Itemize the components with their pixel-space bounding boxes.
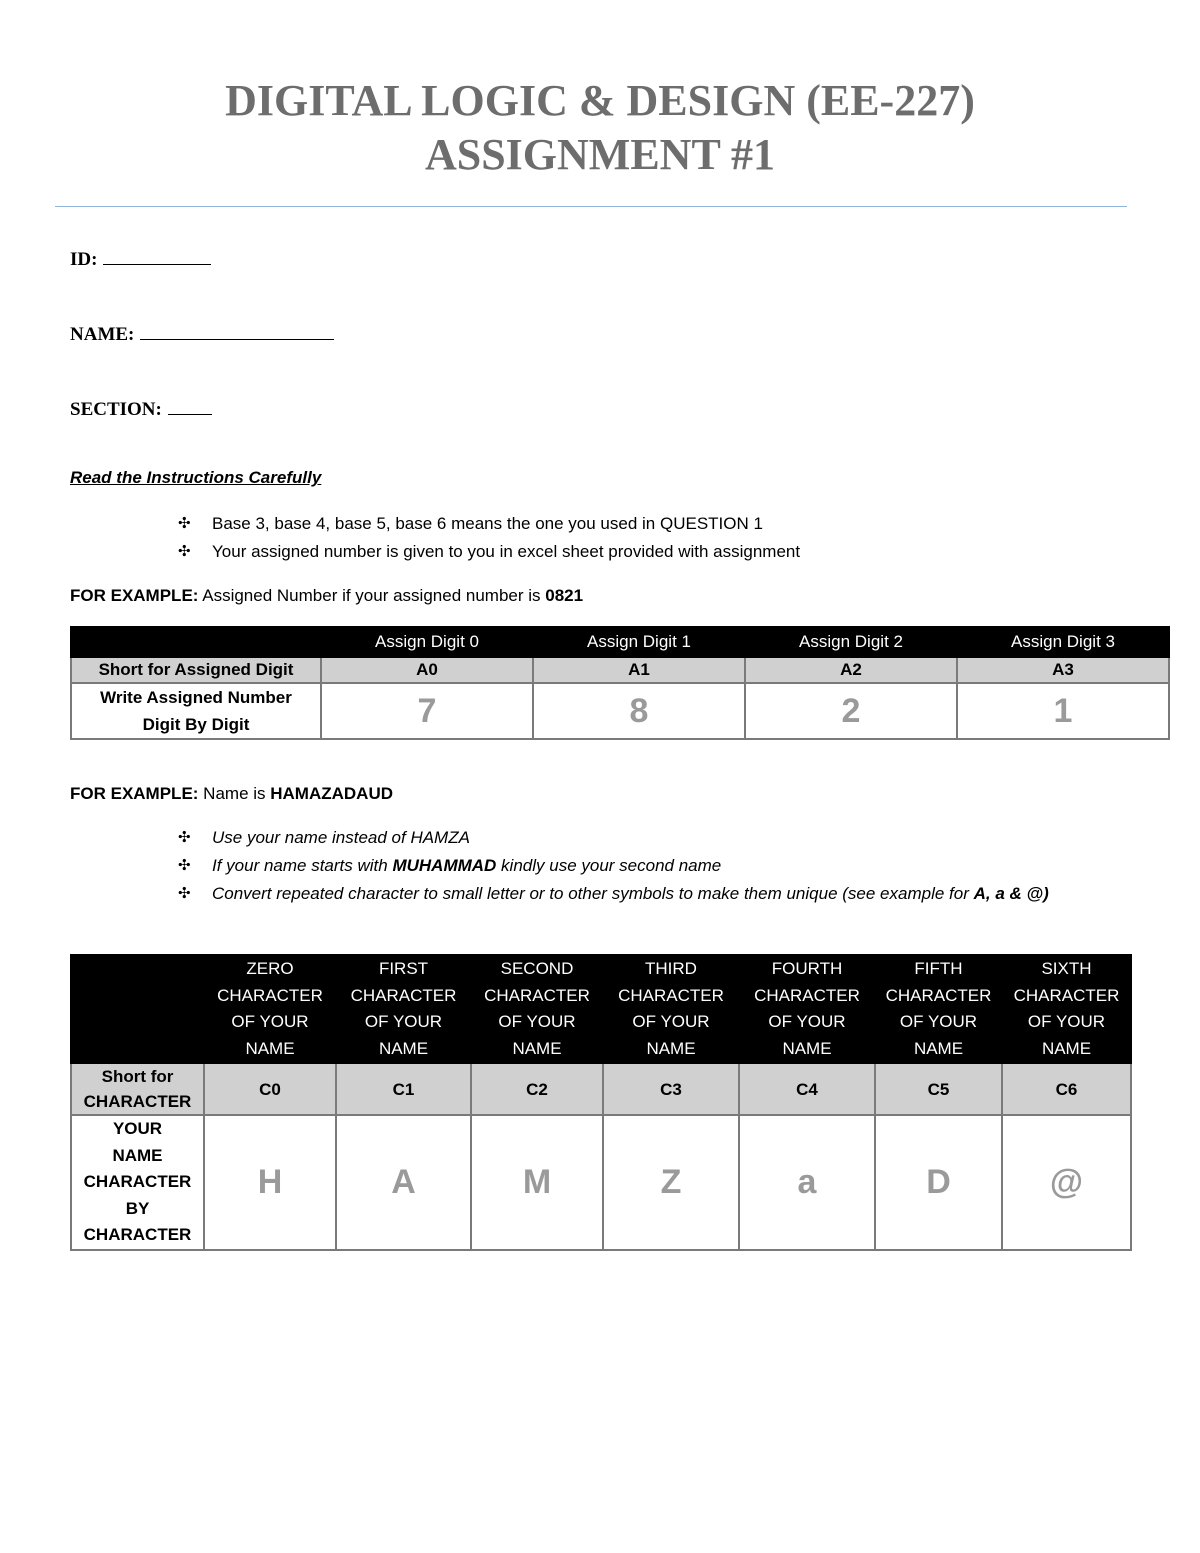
- section-label: SECTION:: [70, 399, 162, 420]
- name-label: NAME:: [70, 324, 135, 345]
- table-row: [71, 1115, 1131, 1250]
- short-cell: C1: [336, 1063, 471, 1115]
- short-cell: C6: [1002, 1063, 1131, 1115]
- character-cell[interactable]: H: [204, 1115, 336, 1250]
- bullet-icon: ✣: [178, 543, 191, 560]
- list-item: ✣ Convert repeated character to small letter or to other symbols to make them unique (see example for A, a & @): [178, 880, 1128, 908]
- list-item: ✣ Use your name instead of HAMZA: [178, 824, 1128, 852]
- bullet-icon: ✣: [178, 829, 191, 846]
- title-line-1: DIGITAL LOGIC & DESIGN (EE-227): [225, 76, 975, 125]
- name-character-table: [70, 954, 1132, 1251]
- short-cell: C3: [603, 1063, 739, 1115]
- name-blank[interactable]: [140, 323, 334, 340]
- character-cell[interactable]: @: [1002, 1115, 1131, 1250]
- character-cell[interactable]: A: [336, 1115, 471, 1250]
- character-cell[interactable]: D: [875, 1115, 1002, 1250]
- table-row: [71, 683, 1169, 739]
- list-item: ✣ Base 3, base 4, base 5, base 6 means the one you used in QUESTION 1: [178, 510, 800, 538]
- header-cell: SECOND CHARACTER OF YOUR NAME: [471, 955, 603, 1063]
- character-cell[interactable]: a: [739, 1115, 875, 1250]
- instructions-list: [178, 510, 800, 566]
- table-row: [71, 1063, 1131, 1115]
- row-label: Write Assigned Number Digit By Digit: [71, 683, 321, 739]
- id-label: ID:: [70, 249, 98, 270]
- row-label: YOUR NAME CHARACTER BY CHARACTER: [71, 1115, 204, 1250]
- table-row: [71, 955, 1131, 1063]
- short-cell: A0: [321, 657, 533, 683]
- short-cell: A3: [957, 657, 1169, 683]
- instructions-heading: Read the Instructions Carefully: [70, 468, 322, 487]
- digit-cell[interactable]: 2: [745, 683, 957, 739]
- header-cell-empty: [71, 627, 321, 657]
- row-label: Short for Assigned Digit: [71, 657, 321, 683]
- table-row: [71, 627, 1169, 657]
- header-cell: Assign Digit 3: [957, 627, 1169, 657]
- title-divider: [55, 206, 1127, 207]
- header-cell: Assign Digit 2: [745, 627, 957, 657]
- row-label: Short for CHARACTER: [71, 1063, 204, 1115]
- digit-cell[interactable]: 8: [533, 683, 745, 739]
- list-item: ✣ Your assigned number is given to you in excel sheet provided with assignment: [178, 538, 800, 566]
- bullet-icon: ✣: [178, 885, 191, 902]
- header-cell-empty: [71, 955, 204, 1063]
- header-cell: Assign Digit 1: [533, 627, 745, 657]
- digit-cell[interactable]: 7: [321, 683, 533, 739]
- id-blank[interactable]: [103, 248, 211, 265]
- name-field[interactable]: [70, 323, 334, 346]
- header-cell: FIRST CHARACTER OF YOUR NAME: [336, 955, 471, 1063]
- bullet-icon: ✣: [178, 857, 191, 874]
- example-assigned-number: FOR EXAMPLE: Assigned Number if your assigned number is 0821: [70, 586, 584, 605]
- character-cell[interactable]: M: [471, 1115, 603, 1250]
- section-blank[interactable]: [168, 398, 212, 415]
- short-cell: A2: [745, 657, 957, 683]
- id-field[interactable]: [70, 248, 211, 271]
- list-item: ✣ If your name starts with MUHAMMAD kindly use your second name: [178, 852, 1128, 880]
- short-cell: C0: [204, 1063, 336, 1115]
- header-cell: FOURTH CHARACTER OF YOUR NAME: [739, 955, 875, 1063]
- header-cell: THIRD CHARACTER OF YOUR NAME: [603, 955, 739, 1063]
- table-row: [71, 657, 1169, 683]
- name-instructions-list: [178, 824, 1128, 908]
- bullet-icon: ✣: [178, 515, 191, 532]
- example-name: FOR EXAMPLE: Name is HAMAZADAUD: [70, 784, 394, 803]
- header-cell: SIXTH CHARACTER OF YOUR NAME: [1002, 955, 1131, 1063]
- assigned-digit-table: [70, 626, 1170, 740]
- short-cell: A1: [533, 657, 745, 683]
- header-cell: ZERO CHARACTER OF YOUR NAME: [204, 955, 336, 1063]
- character-cell[interactable]: Z: [603, 1115, 739, 1250]
- title-line-2: ASSIGNMENT #1: [424, 130, 776, 179]
- digit-cell[interactable]: 1: [957, 683, 1169, 739]
- header-cell: Assign Digit 0: [321, 627, 533, 657]
- short-cell: C4: [739, 1063, 875, 1115]
- short-cell: C5: [875, 1063, 1002, 1115]
- section-field[interactable]: [70, 398, 212, 421]
- short-cell: C2: [471, 1063, 603, 1115]
- header-cell: FIFTH CHARACTER OF YOUR NAME: [875, 955, 1002, 1063]
